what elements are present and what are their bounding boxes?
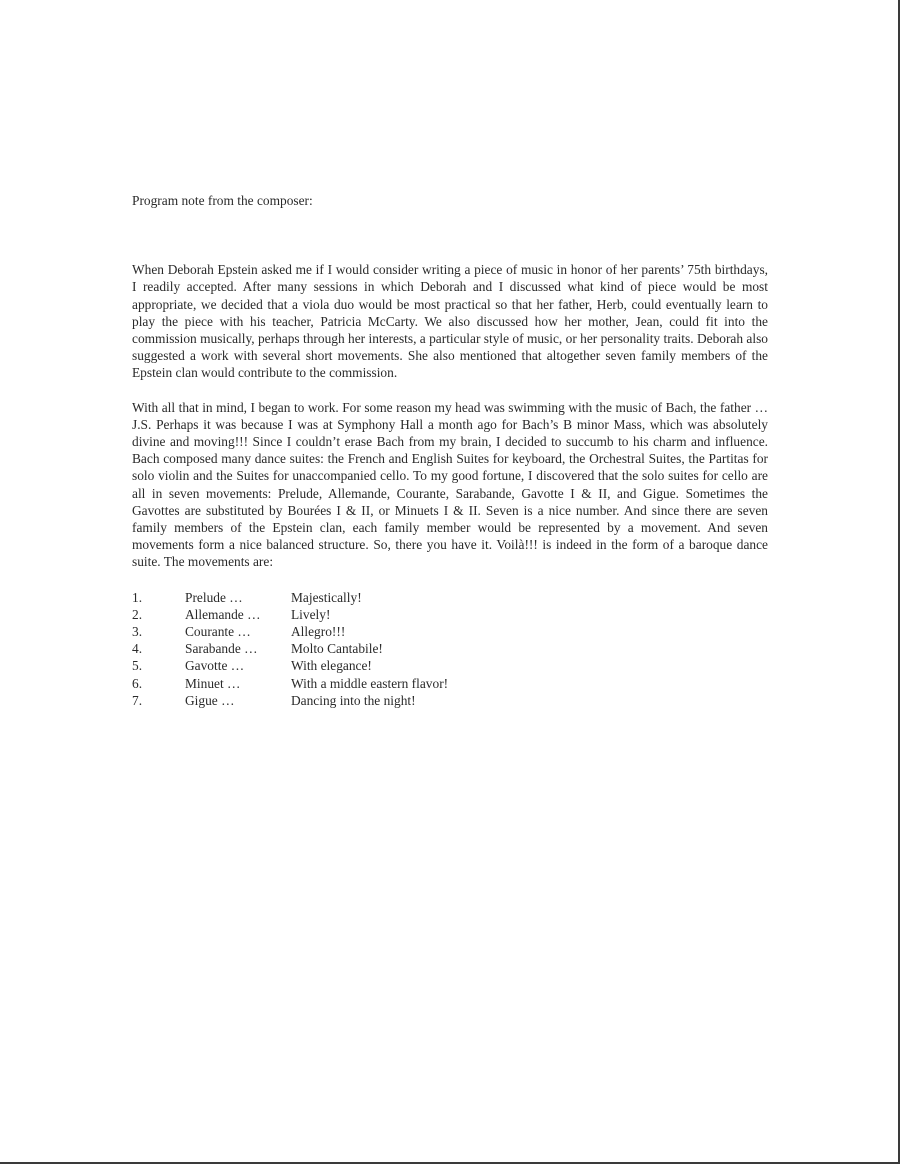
movement-tempo: With a middle eastern flavor! [291, 675, 449, 691]
movement-tempo: Lively! [291, 606, 331, 622]
movement-item [132, 589, 768, 606]
paragraph-bach-suite: With all that in mind, I began to work. For some reason my head was swimming with the music of Bach, the father … J.S. Perhaps it was because I was at Symphony Hall a month ago for Bach’s B minor Mass, which was absolutely divine and moving!!! Since I couldn’t erase Bach from my brain, I decided to succumb to his charm and influence. Bach composed many dance suites: the French and English Suites for keyboard, the Orchestral Suites, the Partitas for solo violin and the Suites for unaccompanied cello. To my good fortune, I discovered that the solo suites for cello are all in seven movements: Prelude, Allemande, Courante, Sarabande, Gavotte I & II, and Gigue. Sometimes the Gavottes are substituted by Bourées I & II, or Minuets I & II. Seven is a nice number. And since there are seven family members of the Epstein clan, each family member would be represented by a movement. And seven movements form a nice balanced structure. So, there you have it. Voilà!!! is indeed in the form of a baroque dance suite. The movements are: [132, 399, 768, 570]
movement-item [132, 675, 768, 692]
movement-name: Allemande … [185, 606, 261, 622]
movement-list [132, 589, 768, 709]
movement-name: Sarabande … [185, 641, 258, 657]
movement-item [132, 606, 768, 623]
movement-name: Gavotte … [185, 658, 245, 674]
movement-name: Prelude … [185, 589, 243, 605]
movement-number: 7. [132, 692, 143, 708]
movement-name: Gigue … [185, 692, 235, 708]
program-note-heading: Program note from the composer: [132, 193, 313, 208]
movement-number: 4. [132, 641, 143, 657]
movement-item [132, 623, 768, 640]
movement-number: 5. [132, 658, 143, 674]
movement-number: 1. [132, 589, 143, 605]
movement-number: 3. [132, 624, 143, 640]
movement-tempo: Majestically! [291, 589, 362, 605]
movement-item [132, 640, 768, 657]
movement-item [132, 692, 768, 709]
movement-name: Courante … [185, 624, 251, 640]
movement-number: 2. [132, 606, 143, 622]
movement-tempo: Allegro!!! [291, 624, 346, 640]
movement-number: 6. [132, 675, 143, 691]
movement-tempo: Dancing into the night! [291, 692, 416, 708]
movement-item [132, 657, 768, 674]
movement-tempo: Molto Cantabile! [291, 641, 383, 657]
program-note [132, 192, 768, 722]
movement-tempo: With elegance! [291, 658, 372, 674]
paragraph-commission: When Deborah Epstein asked me if I would consider writing a piece of music in honor of her parents’ 75th birthdays, I readily accepted. After many sessions in which Deborah and I discussed what kind of piece would be most appropriate, we decided that a viola duo would be most practical so that her father, Herb, could eventually learn to play the piece with his teacher, Patricia McCarty. We also discussed how her mother, Jean, could fit into the commission musically, perhaps through her interests, a particular style of music, or her personality traits. Deborah also suggested a work with several short movements. She also mentioned that altogether seven family members of the Epstein clan would contribute to the commission. [132, 262, 768, 381]
movement-name: Minuet … [185, 675, 241, 691]
